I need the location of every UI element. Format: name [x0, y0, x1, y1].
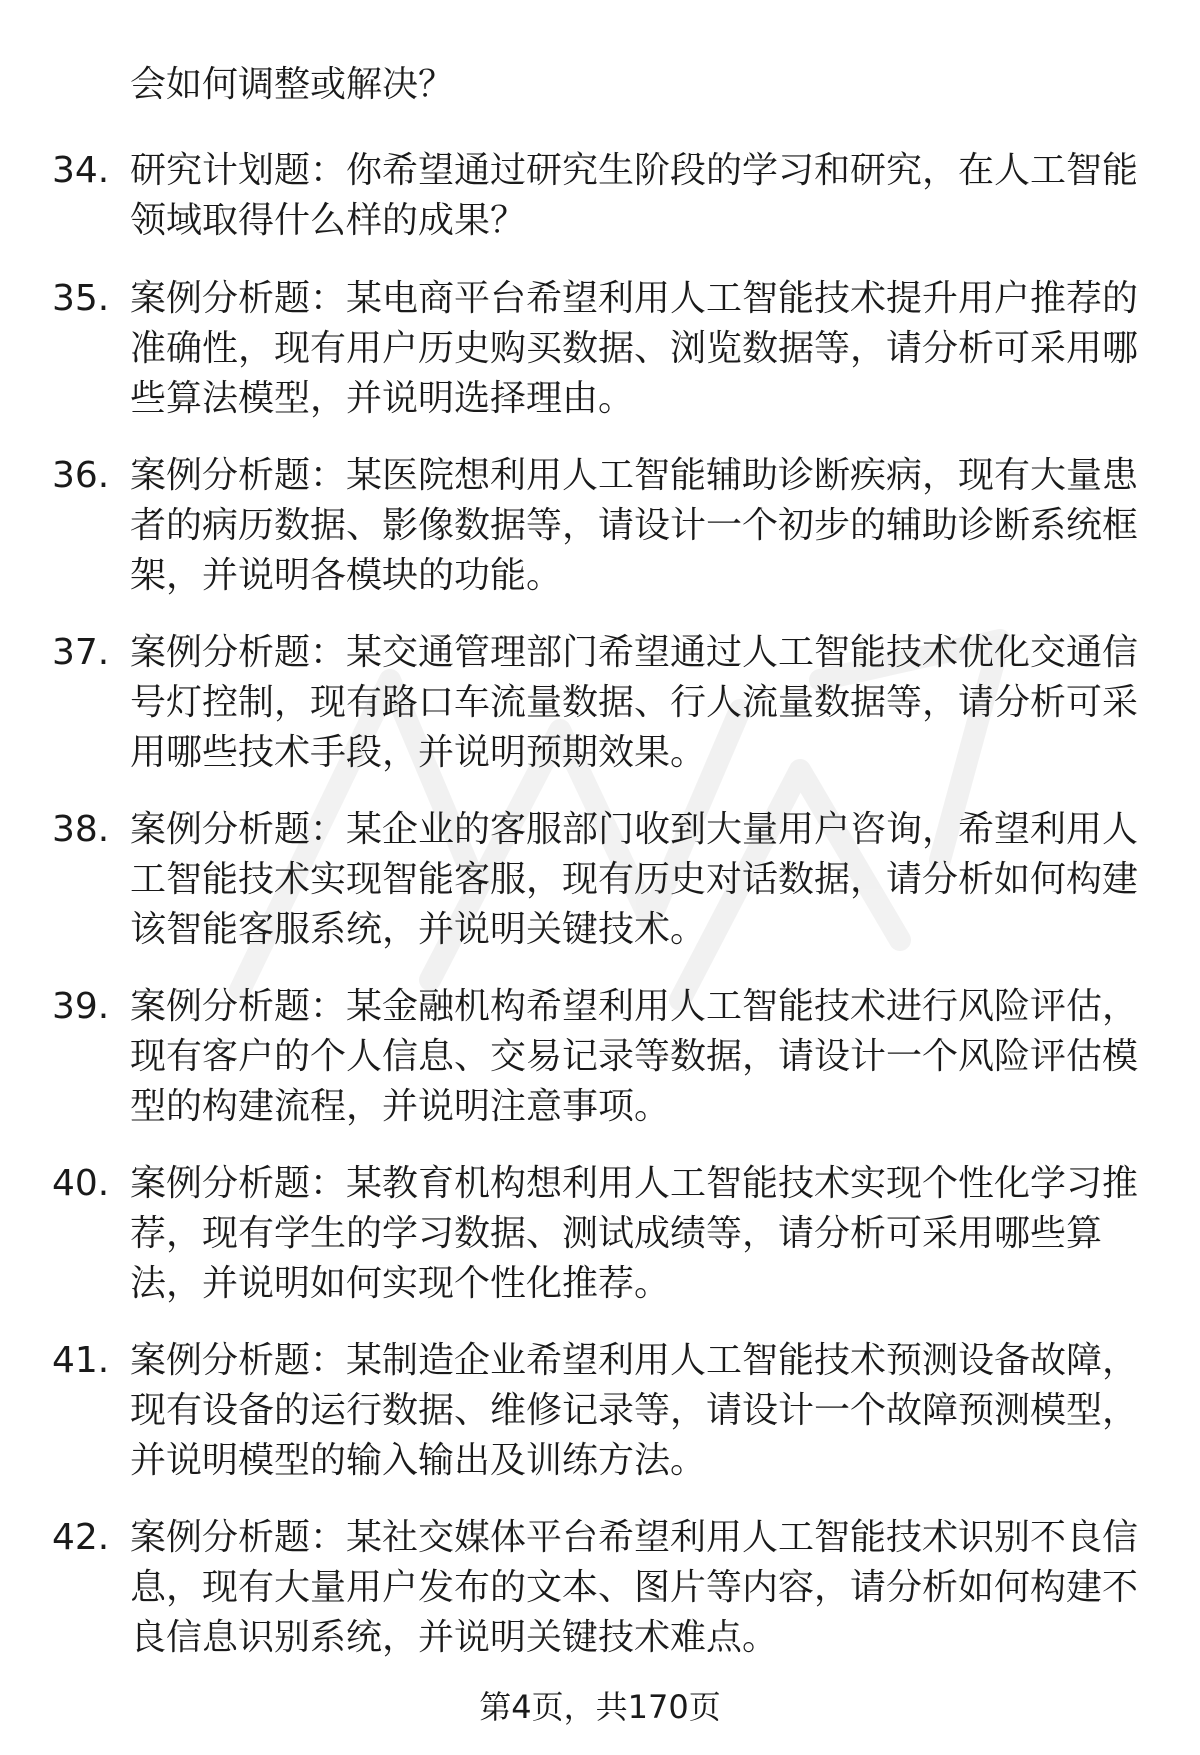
question-number: 39.	[52, 986, 110, 1027]
question-text: 案例分析题：某制造企业希望利用人工智能技术预测设备故障，现有设备的运行数据、维修记录等，请设计一个故障预测模型，并说明模型的输入输出及训练方法。	[130, 1340, 1139, 1481]
question-number: 34.	[52, 150, 110, 191]
question-number: 41.	[52, 1340, 110, 1381]
question-text: 案例分析题：某电商平台希望利用人工智能技术提升用户推荐的准确性，现有用户历史购买数据、浏览数据等，请分析可采用哪些算法模型，并说明选择理由。	[130, 278, 1139, 419]
question-text: 研究计划题：你希望通过研究生阶段的学习和研究，在人工智能领域取得什么样的成果？	[130, 150, 1139, 241]
question-text: 案例分析题：某金融机构希望利用人工智能技术进行风险评估，现有客户的个人信息、交易记录等数据，请设计一个风险评估模型的构建流程，并说明注意事项。	[130, 986, 1139, 1127]
question-number: 38.	[52, 809, 110, 850]
question-number: 36.	[52, 455, 110, 496]
question-number: 35.	[52, 278, 110, 319]
question-text: 案例分析题：某医院想利用人工智能辅助诊断疾病，现有大量患者的病历数据、影像数据等，请设计一个初步的辅助诊断系统框架，并说明各模块的功能。	[130, 455, 1139, 596]
continuation-text: 会如何调整或解决？	[130, 64, 455, 105]
question-42	[52, 1513, 1142, 1663]
question-text: 案例分析题：某教育机构想利用人工智能技术实现个性化学习推荐，现有学生的学习数据、测试成绩等，请分析可采用哪些算法，并说明如何实现个性化推荐。	[130, 1163, 1139, 1304]
question-text: 案例分析题：某交通管理部门希望通过人工智能技术优化交通信号灯控制，现有路口车流量数据、行人流量数据等，请分析可采用哪些技术手段，并说明预期效果。	[130, 632, 1139, 773]
question-36	[52, 451, 1142, 601]
question-41	[52, 1336, 1142, 1486]
page-footer: 第4页，共170页	[479, 1688, 721, 1726]
question-39	[52, 982, 1142, 1132]
question-38	[52, 805, 1142, 955]
question-40	[52, 1159, 1142, 1309]
question-number: 37.	[52, 632, 110, 673]
question-34	[52, 146, 1142, 246]
question-number: 40.	[52, 1163, 110, 1204]
question-37	[52, 628, 1142, 778]
question-text: 案例分析题：某企业的客服部门收到大量用户咨询，希望利用人工智能技术实现智能客服，现有历史对话数据，请分析如何构建该智能客服系统，并说明关键技术。	[130, 809, 1139, 950]
question-35	[52, 274, 1142, 424]
question-number: 42.	[52, 1517, 110, 1558]
question-text: 案例分析题：某社交媒体平台希望利用人工智能技术识别不良信息，现有大量用户发布的文本、图片等内容，请分析如何构建不良信息识别系统，并说明关键技术难点。	[130, 1517, 1139, 1658]
